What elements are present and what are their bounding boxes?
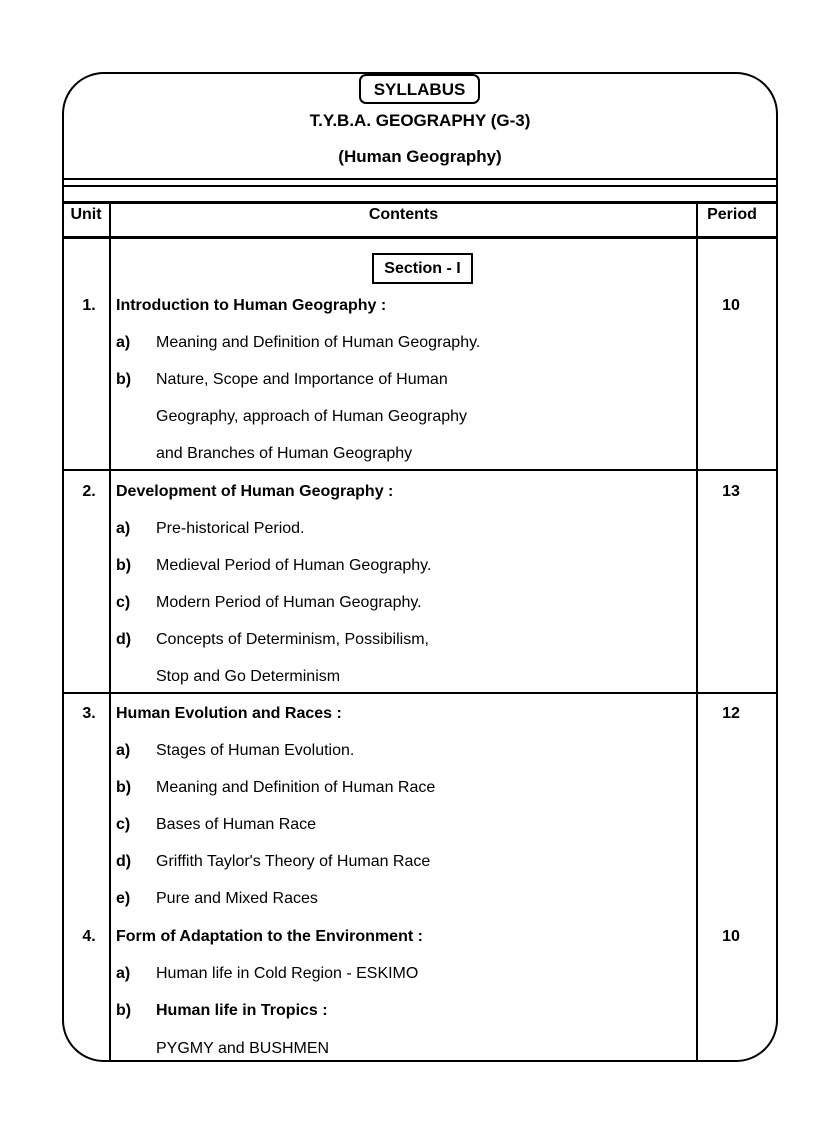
unit-period: 13 — [722, 483, 740, 500]
unit-divider — [62, 692, 778, 694]
item-text: PYGMY and BUSHMEN — [156, 1040, 330, 1057]
item-text: Human life in Cold Region - ESKIMO — [156, 965, 419, 982]
item-text: Pre-historical Period. — [156, 520, 305, 537]
table-top-rule — [62, 201, 778, 204]
item-label: c) — [116, 816, 131, 833]
item-text: Nature, Scope and Importance of Human — [156, 371, 448, 388]
unit-heading: Introduction to Human Geography : — [116, 297, 387, 314]
column-divider-left — [109, 203, 111, 1061]
item-label: b) — [116, 557, 132, 574]
item-text: Human life in Tropics : — [156, 1002, 328, 1019]
item-text: Meaning and Definition of Human Geography. — [156, 334, 481, 351]
item-text: Concepts of Determinism, Possibilism, — [156, 631, 429, 648]
item-label: e) — [116, 890, 131, 907]
unit-heading: Development of Human Geography : — [116, 483, 394, 500]
course-title: T.Y.B.A. GEOGRAPHY (G-3) — [309, 111, 531, 130]
unit-divider — [62, 469, 778, 471]
unit-period: 10 — [722, 928, 740, 945]
item-label: d) — [116, 631, 132, 648]
section-label: Section - I — [372, 253, 473, 284]
item-label: a) — [116, 334, 131, 351]
item-text: Stop and Go Determinism — [156, 668, 341, 685]
header-bottom-rule — [62, 236, 778, 239]
item-text: Modern Period of Human Geography. — [156, 594, 422, 611]
item-label: a) — [116, 520, 131, 537]
item-text: Pure and Mixed Races — [156, 890, 318, 907]
item-label: b) — [116, 371, 132, 388]
item-label: a) — [116, 742, 131, 759]
item-label: b) — [116, 779, 132, 796]
unit-number: 2. — [82, 483, 96, 500]
item-text: Bases of Human Race — [156, 816, 317, 833]
item-label: b) — [116, 1002, 132, 1019]
unit-number: 4. — [82, 928, 96, 945]
item-label: c) — [116, 594, 131, 611]
column-divider-right — [696, 203, 698, 1061]
unit-heading: Form of Adaptation to the Environment : — [116, 928, 423, 945]
unit-period: 12 — [722, 705, 740, 722]
item-text: Medieval Period of Human Geography. — [156, 557, 432, 574]
column-header-contents: Contents — [368, 206, 439, 223]
unit-period: 10 — [722, 297, 740, 314]
header-rule-2 — [62, 185, 778, 187]
item-text: Meaning and Definition of Human Race — [156, 779, 436, 796]
course-subtitle: (Human Geography) — [338, 147, 502, 166]
item-text: Griffith Taylor's Theory of Human Race — [156, 853, 431, 870]
syllabus-badge: SYLLABUS — [359, 74, 480, 104]
item-label: d) — [116, 853, 132, 870]
item-text: Stages of Human Evolution. — [156, 742, 355, 759]
column-header-period: Period — [707, 206, 757, 223]
header-rule-1 — [62, 178, 778, 180]
item-text: and Branches of Human Geography — [156, 445, 413, 462]
column-header-unit: Unit — [70, 206, 102, 223]
item-text: Geography, approach of Human Geography — [156, 408, 468, 425]
unit-number: 1. — [82, 297, 96, 314]
item-label: a) — [116, 965, 131, 982]
unit-number: 3. — [82, 705, 96, 722]
unit-heading: Human Evolution and Races : — [116, 705, 342, 722]
